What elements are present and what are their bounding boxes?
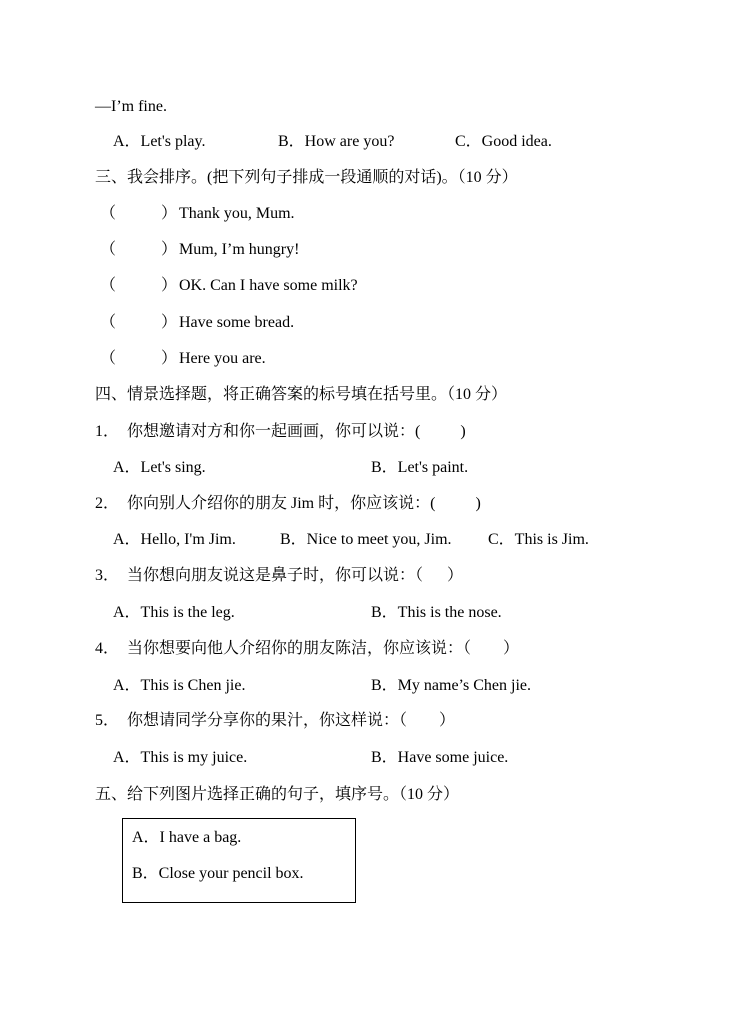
question-4: 4． 当你想要向他人介绍你的朋友陈洁，你应该说：（ ）	[95, 640, 520, 657]
blank-open: （	[100, 277, 117, 294]
question-2-option-a: A．Hello, I'm Jim.	[113, 531, 236, 548]
blank-open: （	[100, 314, 117, 331]
answer-options-box	[122, 818, 356, 903]
question-1-option-b: B．Let's paint.	[371, 459, 469, 476]
blank-close: ）	[161, 314, 178, 331]
question-4-option-b: B．My name’s Chen jie.	[371, 677, 531, 694]
ordering-item-text: Have some bread.	[179, 314, 295, 331]
section3-heading: 三、我会排序。(把下列句子排成一段通顺的对话)。（10 分）	[95, 169, 518, 186]
question-2-option-c: C．This is Jim.	[488, 531, 589, 548]
blank-open: （	[100, 205, 117, 222]
blank-close: ）	[161, 205, 178, 222]
question-5-option-b: B．Have some juice.	[371, 749, 509, 766]
question-4-option-a: A．This is Chen jie.	[113, 677, 246, 694]
previous-option-b: B．How are you?	[278, 133, 395, 150]
blank-open: （	[100, 350, 117, 367]
box-option-b: B．Close your pencil box.	[132, 865, 304, 882]
previous-option-c: C．Good idea.	[455, 133, 552, 150]
question-3: 3． 当你想向朋友说这是鼻子时，你可以说：（ ）	[95, 567, 464, 584]
ordering-item-text: Mum, I’m hungry!	[179, 241, 300, 258]
previous-answer-line: —I’m fine.	[95, 98, 167, 115]
question-1: 1． 你想邀请对方和你一起画画，你可以说：( )	[95, 423, 466, 440]
section5-heading: 五、给下列图片选择正确的句子，填序号。（10 分）	[95, 786, 460, 803]
question-5: 5． 你想请同学分享你的果汁，你这样说：（ ）	[95, 712, 456, 729]
blank-close: ）	[161, 350, 178, 367]
blank-close: ）	[161, 277, 178, 294]
ordering-item-text: Thank you, Mum.	[179, 205, 295, 222]
question-2-option-b: B．Nice to meet you, Jim.	[280, 531, 452, 548]
question-1-option-a: A．Let's sing.	[113, 459, 206, 476]
question-3-option-a: A．This is the leg.	[113, 604, 235, 621]
blank-open: （	[100, 241, 117, 258]
question-5-option-a: A．This is my juice.	[113, 749, 248, 766]
question-3-option-b: B．This is the nose.	[371, 604, 502, 621]
box-option-a: A．I have a bag.	[132, 829, 242, 846]
blank-close: ）	[161, 241, 178, 258]
ordering-item-text: OK. Can I have some milk?	[179, 277, 358, 294]
section4-heading: 四、情景选择题，将正确答案的标号填在括号里。（10 分）	[95, 386, 508, 403]
question-2: 2． 你向别人介绍你的朋友 Jim 时，你应该说：( )	[95, 495, 481, 512]
previous-option-a: A．Let's play.	[113, 133, 206, 150]
ordering-item-text: Here you are.	[179, 350, 266, 367]
